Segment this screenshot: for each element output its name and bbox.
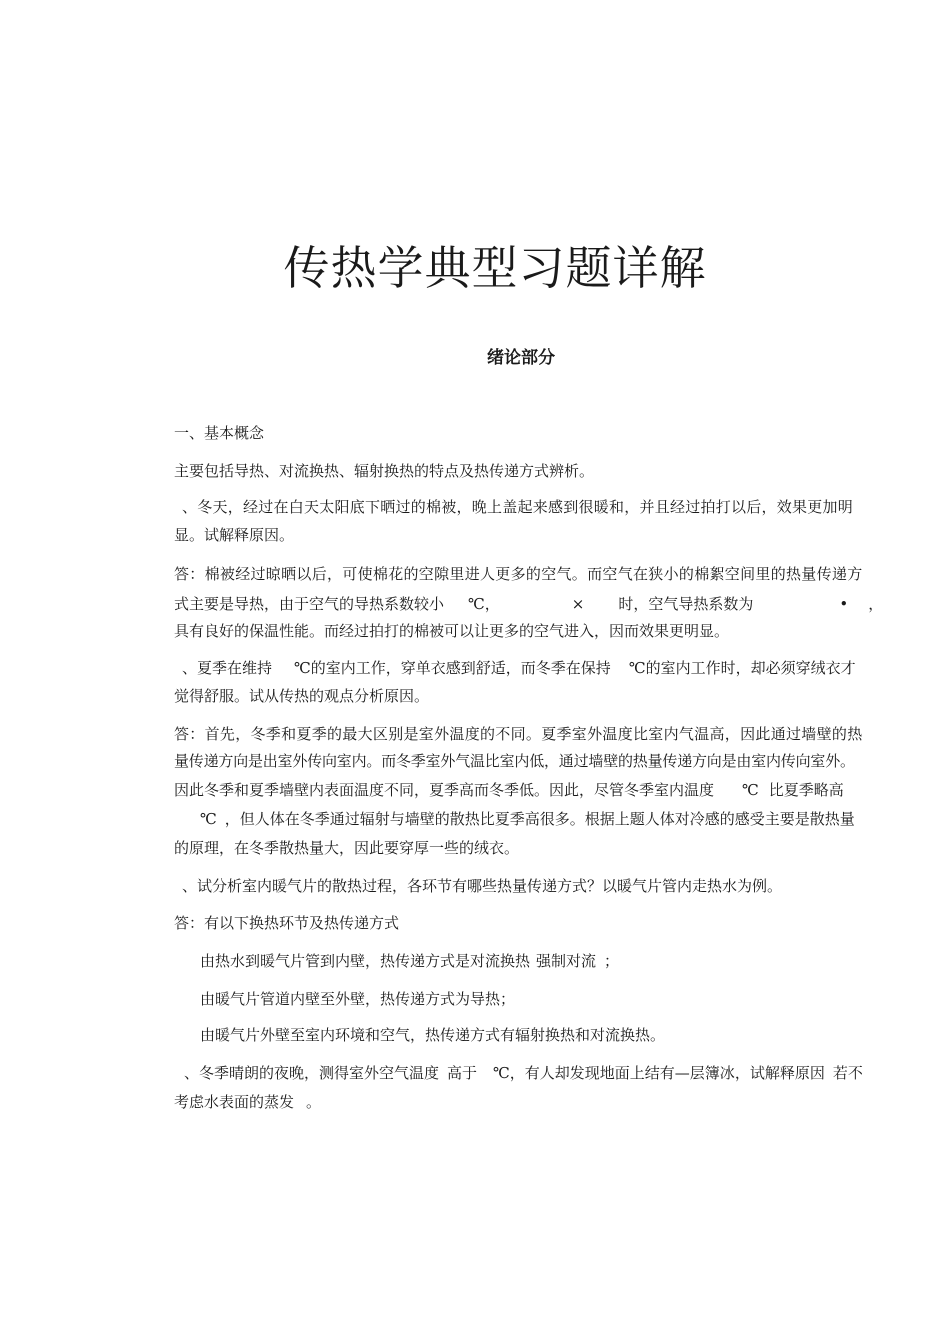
intro-text: 主要包括导热、对流换热、辐射换热的特点及热传递方式辨析。 xyxy=(174,462,595,480)
answer-3-item-1-text: 由热水到暖气片管到内壁，热传递方式是对流换热 xyxy=(200,952,531,970)
answer-1-text-e: • xyxy=(839,595,849,613)
answer-3-line-1: 答：有以下换热环节及热传递方式 xyxy=(174,914,400,932)
answer-2-line-3 xyxy=(174,780,908,800)
answer-2-line-4 xyxy=(200,809,908,829)
question-4-text-d: 若不 xyxy=(832,1064,863,1082)
question-4-line-2 xyxy=(174,1092,908,1112)
question-2-text-b: ℃的室内工作，穿单衣感到舒适，而冬季在保持 xyxy=(294,659,611,677)
question-3: 、试分析室内暖气片的散热过程，各环节有哪些热量传递方式？以暖气片管内走热水为例。 xyxy=(182,877,783,895)
page-subtitle: 绪论部分 xyxy=(487,348,555,368)
answer-3-item-1-note: 强制对流 xyxy=(536,952,597,970)
answer-2-line-1: 答：首先，冬季和夏季的最大区别是室外温度的不同。夏季室外温度比室内气温高，因此通过墙壁的热 xyxy=(174,725,863,743)
answer-1-text-d: 时，空气导热系数为 xyxy=(618,595,754,613)
question-2-text-a: 、夏季在维持 xyxy=(182,659,273,677)
section-heading: 一、基本概念 xyxy=(174,424,265,442)
question-1-line-1: 、冬天，经过在白天太阳底下晒过的棉被，晚上盖起来感到很暖和，并且经过拍打以后，效果更加明 xyxy=(182,498,854,516)
question-2-line-2: 觉得舒服。试从传热的观点分析原因。 xyxy=(174,687,430,705)
answer-1-text-a: 式主要是导热，由于空气的导热系数较小 xyxy=(174,595,445,613)
answer-1-text-b: ℃， xyxy=(468,595,500,613)
answer-1-text-c: × xyxy=(571,595,585,613)
answer-2-text-b: ℃ xyxy=(742,781,759,799)
page-title: 传热学典型习题详解 xyxy=(283,241,707,295)
answer-1-line-2 xyxy=(174,594,908,614)
answer-2-text-c: 比夏季略高 xyxy=(768,781,844,799)
answer-1-text-f: ， xyxy=(868,595,884,613)
answer-2-line-2: 量传递方向是出室外传向室内。而冬季室外气温比室内低，通过墙壁的热量传递方向是由室内传向室外。 xyxy=(174,752,855,770)
question-4-text-f: 。 xyxy=(306,1093,322,1111)
question-4-text-e: 考虑水表面的蒸发 xyxy=(174,1093,295,1111)
answer-1-line-3: 具有良好的保温性能。而经过拍打的棉被可以让更多的空气进入，因而效果更明显。 xyxy=(174,622,730,640)
question-4-text-c: ℃，有人却发现地面上结有—层簿冰，试解释原因 xyxy=(493,1064,825,1082)
answer-3-item-2: 由暖气片管道内壁至外壁，热传递方式为导热； xyxy=(200,990,516,1008)
question-1-line-2: 显。试解释原因。 xyxy=(174,526,295,544)
answer-3-item-1 xyxy=(200,951,934,971)
answer-3-item-1-end: ； xyxy=(604,952,620,970)
question-4-line-1 xyxy=(184,1063,918,1083)
answer-2-line-5: 的原理，在冬季散热量大，因此要穿厚一些的绒衣。 xyxy=(174,839,520,857)
question-4-text-a: 、冬季晴朗的夜晚，测得室外空气温度 xyxy=(184,1064,440,1082)
answer-2-text-e: ，但人体在冬季通过辐射与墙壁的散热比夏季高很多。根据上题人体对冷感的感受主要是散热量 xyxy=(224,810,855,828)
answer-3-item-3: 由暖气片外壁至室内环境和空气，热传递方式有辐射换热和对流换热。 xyxy=(200,1026,666,1044)
question-2-line-1 xyxy=(182,658,916,678)
answer-2-text-a: 因此冬季和夏季墙壁内表面温度不同，夏季高而冬季低。因此，尽管冬季室内温度 xyxy=(174,781,715,799)
answer-1-line-1: 答：棉被经过晾晒以后，可使棉花的空隙里进人更多的空气。而空气在狭小的棉絮空间里的热量传递方 xyxy=(174,565,863,583)
question-4-text-b: 高于 xyxy=(447,1064,478,1082)
answer-2-text-d: ℃ xyxy=(200,810,217,828)
question-2-text-c: ℃的室内工作时，却必须穿绒衣才 xyxy=(628,659,856,677)
